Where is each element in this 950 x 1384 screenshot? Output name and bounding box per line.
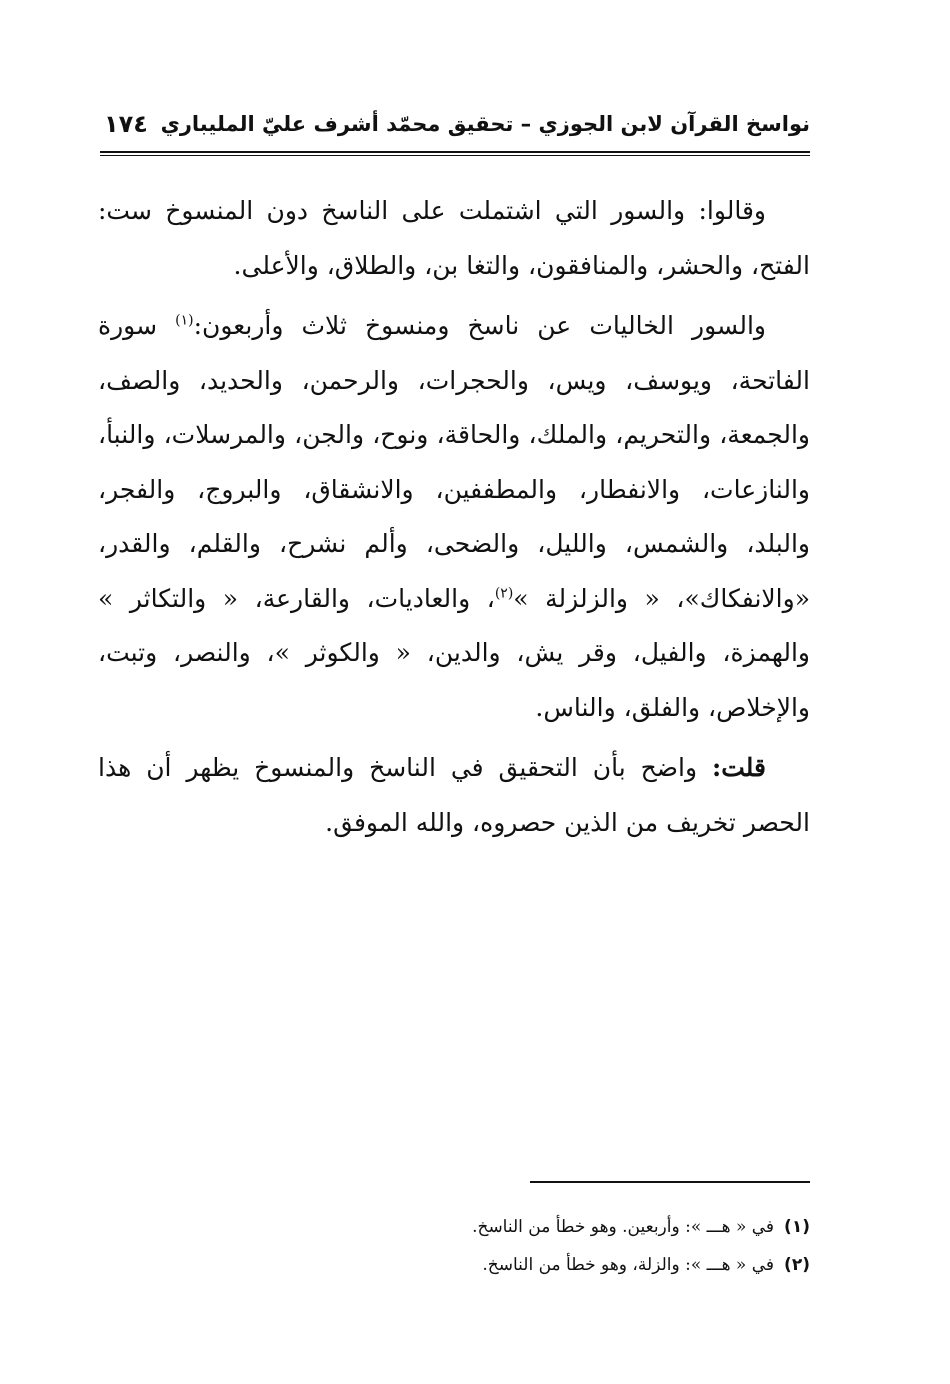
footnote-2 — [98, 1246, 810, 1284]
paragraph-3 — [98, 741, 810, 850]
running-header — [100, 108, 810, 150]
paragraph-1: وقالوا: والسور التي اشتملت على الناسخ دون المنسوخ ست: الفتح، والحشر، والمنافقون، والتغا بن، والطلاق، والأعلى. — [98, 196, 810, 280]
paragraph-2-end: ، والعاديات، والقارعة، « والتكاثر » والهمزة، والفيل، وقر يش، والدين، « والكوثر »، والنصر، وتبت، والإخلاص، والفلق، والناس. — [98, 583, 810, 722]
footnote-2-text: في « هـــ »: والزلة، وهو خطأ من الناسخ. — [482, 1255, 775, 1275]
footnote-2-number: (٢) — [784, 1255, 810, 1275]
footnote-ref-1: (١) — [175, 312, 194, 329]
footnote-1 — [98, 1208, 810, 1246]
paragraph-2-middle: سورة الفاتحة، ويوسف، ويس، والحجرات، والرحمن، والحديد، والصف، والجمعة، والتحريم، والملك، والحاقة، ونوح، والجن، والمرسلات، والنبأ، والنازعات، والانفطار، والمطففين، والانشقاق، والبروج، والفجر، والبلد، والشمس، والليل، والضحى، وألم نشرح، والقلم، والقدر، «والانفكاك»، « والزلزلة » — [98, 311, 810, 613]
footnote-ref-2: (٢) — [494, 585, 514, 602]
paragraph-2-start: والسور الخاليات عن ناسخ ومنسوخ ثلاث وأربعون: — [193, 311, 766, 340]
footnotes — [98, 1208, 810, 1284]
footnote-rule — [530, 1181, 810, 1183]
paragraph-3-rest: واضح بأن التحقيق في الناسخ والمنسوخ يظهر أن هذا الحصر تخريف من الذين حصروه، والله الموفق. — [98, 753, 810, 837]
footnote-1-text: في « هـــ »: وأربعين. وهو خطأ من الناسخ. — [472, 1217, 775, 1237]
paragraph-2 — [98, 299, 810, 735]
footnote-1-number: (١) — [784, 1217, 810, 1237]
header-title: نواسخ القرآن لابن الجوزي – تحقيق محمّد أشرف عليّ المليباري — [160, 112, 810, 136]
page-number: ١٧٤ — [104, 110, 148, 138]
header-rule — [100, 151, 810, 156]
main-text — [98, 184, 810, 856]
paragraph-3-lead: قلت: — [711, 753, 766, 782]
